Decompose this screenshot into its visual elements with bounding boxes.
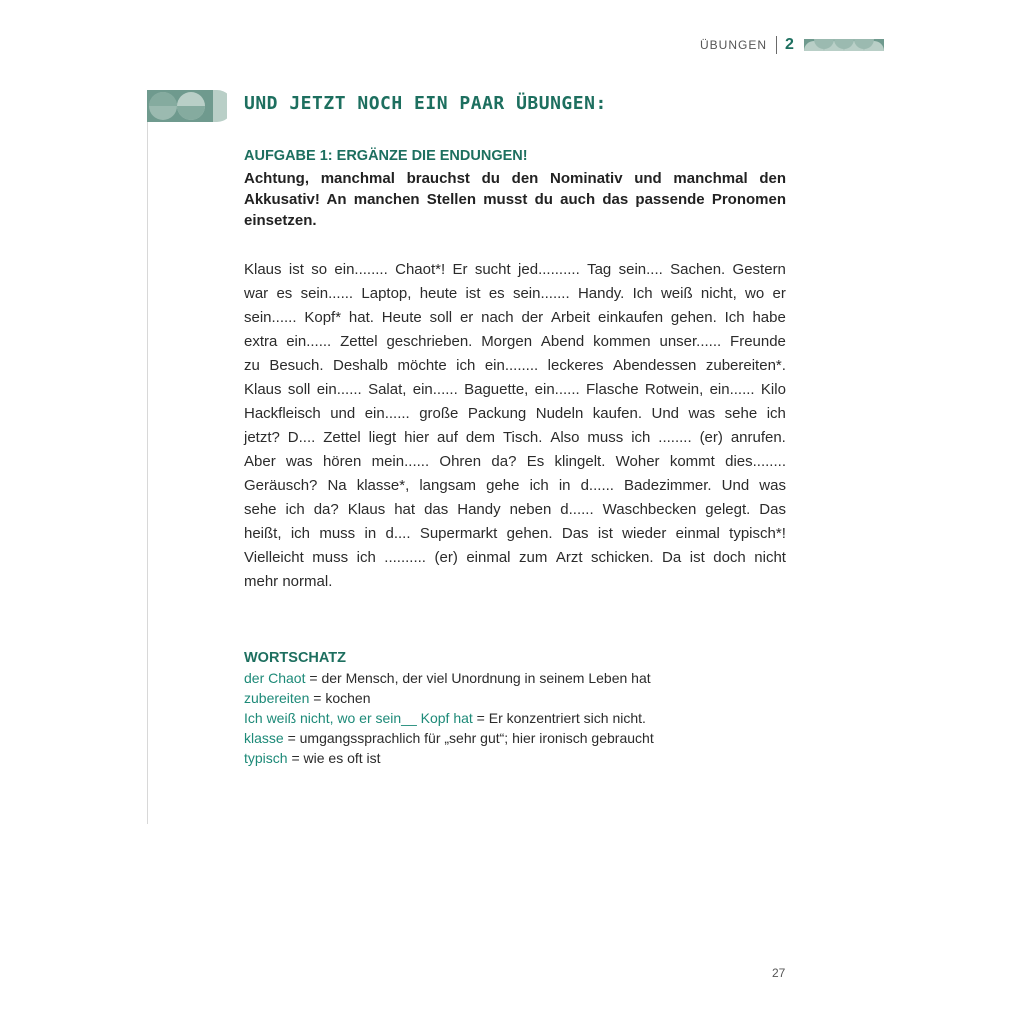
exercise-word: Laptop, — [361, 285, 412, 302]
exercise-word: .......... — [384, 549, 426, 566]
exercise-word: Zettel — [323, 429, 361, 446]
exercise-word: ein...... — [534, 381, 580, 398]
exercise-word: d...... — [580, 477, 614, 494]
exercise-word: gehen. — [506, 525, 553, 542]
exercise-word: D.... — [287, 429, 316, 446]
exercise-word: typisch*! — [729, 525, 786, 542]
vocabulary-term: Ich weiß nicht, wo er sein__ Kopf hat — [244, 710, 473, 726]
exercise-word: Ohren — [439, 453, 482, 470]
exercise-word: Rotwein, — [644, 381, 704, 398]
exercise-word: nicht — [754, 549, 786, 566]
exercise-word: er — [459, 309, 474, 326]
exercise-word: ist — [288, 261, 304, 278]
exercise-word: ein...... — [364, 405, 410, 422]
exercise-word: heißt, — [244, 525, 282, 542]
exercise-word: nach — [481, 309, 514, 326]
exercise-word: wo — [745, 285, 765, 302]
exercise-word: Tisch. — [502, 429, 543, 446]
vocabulary-term: der Chaot — [244, 670, 306, 686]
vocabulary-heading: WORTSCHATZ — [244, 650, 347, 666]
exercise-word: Badezimmer. — [624, 477, 712, 494]
exercise-word: was — [688, 405, 716, 422]
exercise-word: ich — [766, 405, 786, 422]
exercise-word: Gestern — [732, 261, 786, 278]
exercise-word: Supermarkt — [419, 525, 498, 542]
exercise-word: ist — [689, 549, 705, 566]
exercise-word: klingelt. — [554, 453, 606, 470]
exercise-word: ein........ — [484, 357, 539, 374]
exercise-word: soll — [287, 381, 311, 398]
exercise-word: Flasche — [586, 381, 639, 398]
vocabulary-term: klasse — [244, 730, 284, 746]
page-number: 27 — [772, 966, 786, 980]
exercise-word: heute — [419, 285, 458, 302]
exercise-word: dies........ — [725, 453, 786, 470]
exercise-word: schicken. — [591, 549, 654, 566]
vocabulary-entry — [244, 748, 804, 768]
exercise-word: hier — [404, 429, 430, 446]
exercise-word: ........ — [658, 429, 692, 446]
exercise-word: sein...... — [300, 285, 354, 302]
exercise-word: in — [364, 525, 377, 542]
exercise-word: ich — [285, 501, 305, 518]
exercise-word: Klaus — [244, 261, 282, 278]
exercise-word: es — [488, 285, 505, 302]
exercise-word: gelegt. — [705, 501, 751, 518]
exercise-word: Abend — [540, 333, 585, 350]
header-pattern-decoration — [804, 39, 884, 51]
exercise-word: Und — [721, 477, 750, 494]
exercise-word: gehe — [486, 477, 520, 494]
exercise-line — [244, 332, 786, 356]
exercise-word: leckeres — [547, 357, 604, 374]
exercise-line — [244, 356, 786, 380]
exercise-word: so — [311, 261, 328, 278]
exercise-word: kommt — [669, 453, 715, 470]
vocabulary-box — [244, 648, 804, 768]
exercise-line — [244, 404, 786, 428]
margin-rule — [147, 122, 148, 824]
exercise-word: Heute — [381, 309, 422, 326]
exercise-word: ich — [631, 429, 651, 446]
exercise-word: ist — [465, 285, 481, 302]
exercise-word: ein........ — [334, 261, 388, 278]
exercise-word: er — [772, 285, 786, 302]
exercise-word: (er) — [699, 429, 723, 446]
exercise-word: Arzt — [555, 549, 583, 566]
exercise-word: Freunde — [730, 333, 786, 350]
exercise-word: nicht, — [700, 285, 737, 302]
exercise-word: Kilo — [760, 381, 786, 398]
exercise-word: Kopf* — [304, 309, 342, 326]
vocabulary-definition: = der Mensch, der viel Unordnung in seinem Leben hat — [305, 670, 651, 686]
exercise-word: weiß — [660, 285, 693, 302]
exercise-word: Zettel — [340, 333, 378, 350]
exercise-word: muss — [319, 525, 356, 542]
exercise-word: Woher — [615, 453, 660, 470]
title-pattern-decoration — [147, 90, 227, 122]
exercise-word: jed.......... — [518, 261, 580, 278]
exercise-word: Morgen — [481, 333, 533, 350]
exercise-line — [244, 380, 786, 404]
exercise-word: Das — [561, 525, 589, 542]
exercise-word: Geräusch? — [244, 477, 318, 494]
exercise-word: einkaufen — [598, 309, 664, 326]
exercise-word: Deshalb — [332, 357, 389, 374]
exercise-word: Waschbecken — [602, 501, 697, 518]
exercise-word: ein...... — [412, 381, 458, 398]
exercise-line — [244, 548, 786, 572]
exercise-word: und — [330, 405, 356, 422]
exercise-text — [244, 260, 786, 596]
exercise-line — [244, 308, 786, 332]
exercise-word: Ich — [632, 285, 653, 302]
exercise-word: Und — [651, 405, 680, 422]
exercise-word: sehe — [244, 501, 277, 518]
exercise-word: da? — [313, 501, 339, 518]
exercise-word: Vielleicht — [244, 549, 304, 566]
exercise-line — [244, 284, 786, 308]
vocabulary-entry — [244, 728, 804, 748]
exercise-line — [244, 428, 786, 452]
exercise-word: sein....... — [512, 285, 570, 302]
exercise-word: Handy — [457, 501, 501, 518]
exercise-word: geschrieben. — [386, 333, 473, 350]
exercise-word: Packung — [467, 405, 527, 422]
exercise-word: Da — [662, 549, 682, 566]
header-divider — [776, 36, 777, 54]
exercise-word: große — [419, 405, 459, 422]
exercise-word: wieder — [622, 525, 667, 542]
section-label: ÜBUNGEN — [700, 38, 768, 52]
exercise-word: das — [424, 501, 449, 518]
exercise-word: Klaus — [347, 501, 386, 518]
exercise-word: mein...... — [371, 453, 430, 470]
exercise-word: was — [285, 453, 313, 470]
exercise-word: ich — [529, 477, 549, 494]
vocabulary-term: zubereiten — [244, 690, 310, 706]
exercise-word: ist — [597, 525, 613, 542]
exercise-word: zu — [244, 357, 260, 374]
exercise-word: in — [558, 477, 571, 494]
vocabulary-definition: = kochen — [309, 690, 371, 706]
exercise-word: gehen. — [670, 309, 717, 326]
vocabulary-definition: = Er konzentriert sich nicht. — [472, 710, 646, 726]
exercise-word: muss — [312, 549, 349, 566]
exercise-word: da? — [491, 453, 517, 470]
running-header — [700, 36, 884, 54]
exercise-word: Aber — [244, 453, 276, 470]
exercise-word: Er — [452, 261, 468, 278]
exercise-word: langsam — [419, 477, 477, 494]
exercise-word: zubereiten*. — [705, 357, 786, 374]
exercise-word: liegt — [368, 429, 397, 446]
exercise-word: ich — [456, 357, 476, 374]
exercise-word: Besuch. — [269, 357, 324, 374]
exercise-word: einmal — [466, 549, 511, 566]
exercise-word: hören — [322, 453, 362, 470]
exercise-word: ein...... — [286, 333, 332, 350]
exercise-word: Ich — [724, 309, 745, 326]
exercise-line — [244, 500, 786, 524]
exercise-word: habe — [752, 309, 786, 326]
exercise-word: sehe — [724, 405, 758, 422]
exercise-word: es — [276, 285, 293, 302]
exercise-word: sein...... — [244, 309, 297, 326]
exercise-word: Klaus — [244, 381, 282, 398]
exercise-word: Arbeit — [551, 309, 591, 326]
exercise-line — [244, 452, 786, 476]
exercise-word: einmal — [675, 525, 720, 542]
exercise-word: dem — [465, 429, 496, 446]
exercise-word: d...... — [560, 501, 594, 518]
vocabulary-entry — [244, 708, 804, 728]
vocabulary-entry — [244, 688, 804, 708]
exercise-word: Sachen. — [670, 261, 726, 278]
exercise-word: Salat, — [368, 381, 407, 398]
exercise-word: Also — [550, 429, 580, 446]
exercise-word: war — [244, 285, 269, 302]
vocabulary-definition: = umgangssprachlich für „sehr gut“; hier ironisch gebraucht — [283, 730, 654, 746]
exercise-word: anrufen. — [730, 429, 786, 446]
exercise-word: klasse*, — [356, 477, 410, 494]
exercise-word: auf — [437, 429, 458, 446]
exercise-word: sucht — [474, 261, 511, 278]
exercise-word: Na — [327, 477, 347, 494]
exercise-word: Das — [759, 501, 786, 518]
exercise-word: Nudeln — [535, 405, 584, 422]
exercise-word: kaufen. — [592, 405, 642, 422]
page-title: UND JETZT NOCH EIN PAAR ÜBUNGEN: — [244, 93, 607, 114]
exercise-word: d.... — [385, 525, 411, 542]
exercise-word: ein...... — [316, 381, 362, 398]
exercise-word: möchte — [397, 357, 447, 374]
exercise-word: ein...... — [709, 381, 755, 398]
exercise-word: hat. — [348, 309, 374, 326]
chapter-number: 2 — [785, 36, 794, 53]
exercise-word: sein.... — [618, 261, 663, 278]
exercise-word: Tag — [587, 261, 612, 278]
exercise-word: soll — [429, 309, 453, 326]
exercise-line — [244, 260, 786, 284]
exercise-word: zum — [519, 549, 548, 566]
exercise-word: Es — [526, 453, 545, 470]
vocabulary-entry — [244, 668, 804, 688]
exercise-word: Handy. — [577, 285, 625, 302]
task-instruction: Achtung, manchmal brauchst du den Nominativ und manchmal den Akkusativ! An manchen Stellen musst du auch das passende Pronomen einsetzen. — [244, 170, 786, 229]
vocabulary-term: typisch — [244, 750, 288, 766]
exercise-word: was — [759, 477, 786, 494]
exercise-word: ich — [290, 525, 311, 542]
exercise-line — [244, 476, 786, 500]
exercise-word: Hackfleisch — [244, 405, 321, 422]
exercise-word: neben — [509, 501, 552, 518]
exercise-word: Chaot*! — [395, 261, 446, 278]
exercise-line: mehr normal. — [244, 573, 333, 590]
task-heading: AUFGABE 1: ERGÄNZE DIE ENDUNGEN! — [244, 148, 528, 164]
exercise-line — [244, 524, 786, 548]
exercise-word: muss — [587, 429, 624, 446]
exercise-word: (er) — [434, 549, 458, 566]
exercise-word: Baguette, — [464, 381, 529, 398]
exercise-word: extra — [244, 333, 278, 350]
exercise-word: unser...... — [659, 333, 722, 350]
exercise-word: kommen — [593, 333, 651, 350]
exercise-word: ich — [356, 549, 376, 566]
exercise-word: jetzt? — [244, 429, 280, 446]
exercise-word: Abendessen — [612, 357, 697, 374]
exercise-word: doch — [713, 549, 746, 566]
exercise-word: der — [521, 309, 544, 326]
vocabulary-definition: = wie es oft ist — [287, 750, 381, 766]
exercise-word: hat — [394, 501, 416, 518]
